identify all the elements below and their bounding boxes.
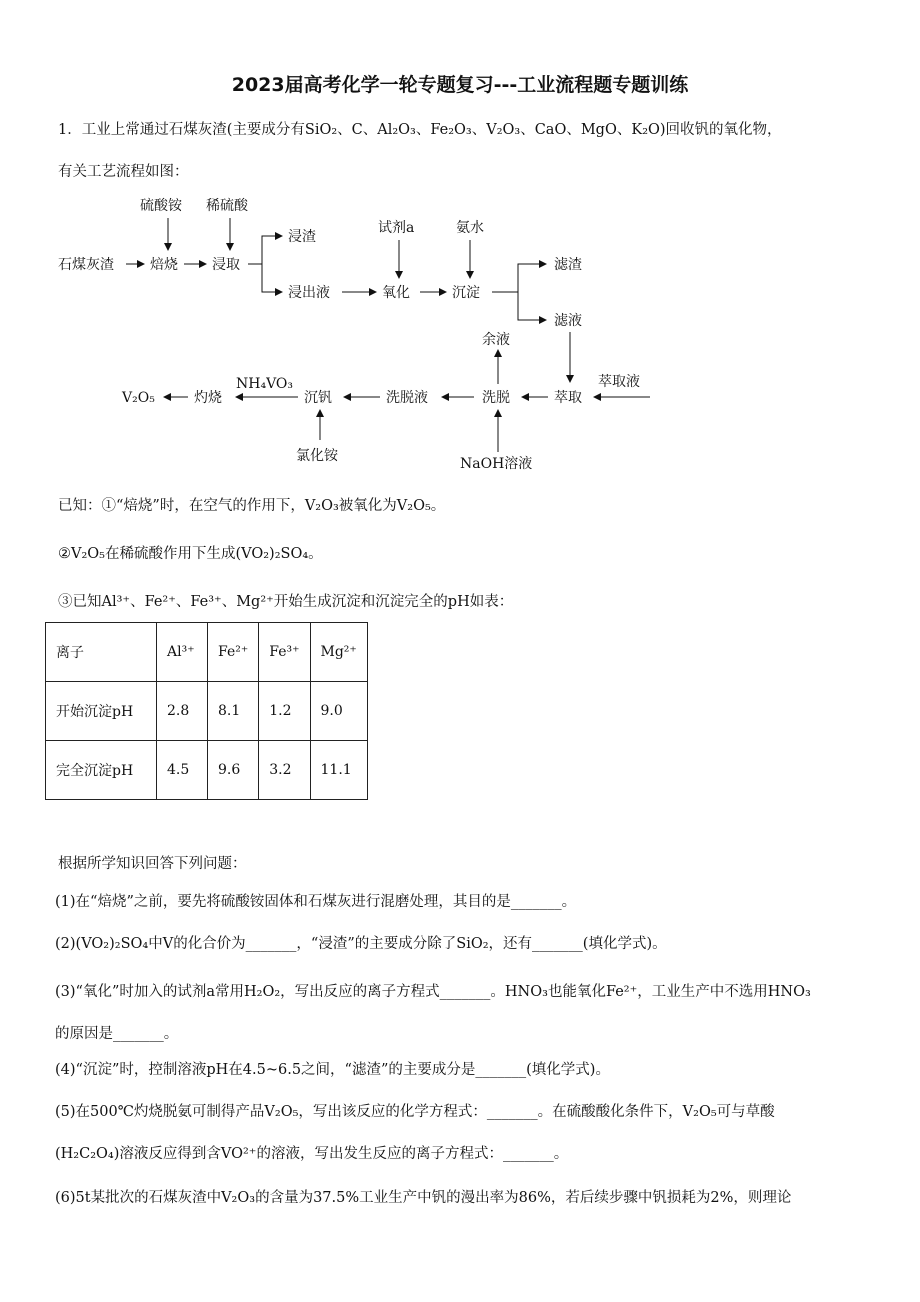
question-1: (1)在“焙烧”之前，要先将硫酸铵固体和石煤灰进行混磨处理，其目的是_______。 (55, 894, 577, 910)
node-leachate: 浸出液 (288, 285, 330, 301)
node-vanadium-precip: 沉钒 (304, 390, 332, 406)
label-nh4vo3: NH₄VO₃ (236, 376, 294, 392)
page-title: 2023届高考化学一轮专题复习---工业流程题专题训练 (231, 74, 689, 96)
reagent-extractant: 萃取液 (598, 374, 640, 390)
table-header-row (46, 623, 368, 682)
reagent-dilute-sulfuric: 稀硫酸 (206, 198, 248, 214)
node-elute: 洗脱 (482, 390, 510, 406)
ph-table (45, 622, 368, 800)
table-cell: 3.2 (259, 741, 310, 800)
question-4: (4)“沉淀”时，控制溶液pH在4.5~6.5之间，“滤渣”的主要成分是_______(填化学式)。 (55, 1062, 610, 1078)
node-leach: 浸取 (212, 257, 240, 273)
node-filter-residue: 滤渣 (554, 257, 582, 273)
table-cell: 离子 (46, 623, 157, 682)
table-cell: 4.5 (157, 741, 208, 800)
table-cell: Fe³⁺ (259, 623, 310, 682)
intro-line-1: 1．工业上常通过石煤灰渣(主要成分有SiO₂、C、Al₂O₃、Fe₂O₃、V₂O₃、CaO、MgO、K₂O)回收钒的氧化物， (58, 122, 782, 138)
table-cell: 完全沉淀pH (46, 741, 157, 800)
question-5-line-2: (H₂C₂O₄)溶液反应得到含VO²⁺的溶液，写出发生反应的离子方程式：_______。 (55, 1146, 569, 1162)
known-3: ③已知Al³⁺、Fe²⁺、Fe³⁺、Mg²⁺开始生成沉淀和沉淀完全的pH如表： (58, 594, 514, 610)
reagent-ammonium-sulfate: 硫酸铵 (140, 198, 182, 214)
table-row (46, 682, 368, 741)
question-3-line-1: (3)“氧化”时加入的试剂a常用H₂O₂，写出反应的离子方程式_______。HNO₃也能氧化Fe²⁺，工业生产中不选用HNO₃ (55, 984, 811, 1000)
intro-line-2: 有关工艺流程如图： (58, 164, 189, 180)
reagent-ammonia: 氨水 (456, 220, 484, 236)
node-calcine: 灼烧 (194, 390, 222, 406)
node-precipitate: 沉淀 (452, 285, 480, 301)
node-oxidize: 氧化 (382, 285, 410, 301)
table-cell: 1.2 (259, 682, 310, 741)
table-cell: 9.0 (310, 682, 367, 741)
node-extract: 萃取 (554, 390, 582, 406)
question-6: (6)5t某批次的石煤灰渣中V₂O₃的含量为37.5%工业生产中钒的漫出率为86%，若后续步骤中钒损耗为2%，则理论 (55, 1190, 792, 1206)
questions-lead: 根据所学知识回答下列问题： (58, 856, 247, 872)
node-filtrate: 滤液 (554, 313, 582, 329)
node-roast: 焙烧 (150, 257, 178, 273)
node-product: V₂O₅ (122, 390, 155, 406)
table-cell: 2.8 (157, 682, 208, 741)
table-cell: 8.1 (208, 682, 259, 741)
table-cell: 9.6 (208, 741, 259, 800)
reagent-ammonium-chloride: 氯化铵 (296, 448, 338, 464)
node-eluate: 洗脱液 (386, 390, 428, 406)
known-2: ②V₂O₅在稀硫酸作用下生成(VO₂)₂SO₄。 (58, 546, 323, 562)
question-2: (2)(VO₂)₂SO₄中V的化合价为_______，“浸渣”的主要成分除了SiO₂，还有_______(填化学式)。 (55, 936, 667, 952)
process-flow-diagram (0, 190, 920, 490)
table-row (46, 741, 368, 800)
table-cell: Mg²⁺ (310, 623, 367, 682)
question-3-line-2: 的原因是_______。 (55, 1026, 179, 1042)
table-cell: Fe²⁺ (208, 623, 259, 682)
node-residue: 浸渣 (288, 229, 316, 245)
table-cell: 11.1 (310, 741, 367, 800)
table-cell: 开始沉淀pH (46, 682, 157, 741)
known-1: 已知：①“焙烧”时，在空气的作用下，V₂O₃被氧化为V₂O₅。 (58, 498, 446, 514)
node-start: 石煤灰渣 (58, 257, 114, 273)
reagent-naoh: NaOH溶液 (460, 456, 533, 472)
node-raffinate: 余液 (482, 332, 510, 348)
reagent-a: 试剂a (378, 220, 415, 236)
table-cell: Al³⁺ (157, 623, 208, 682)
question-5-line-1: (5)在500℃灼烧脱氨可制得产品V₂O₅，写出该反应的化学方程式：_______。在硫酸酸化条件下，V₂O₅可与草酸 (55, 1104, 775, 1120)
